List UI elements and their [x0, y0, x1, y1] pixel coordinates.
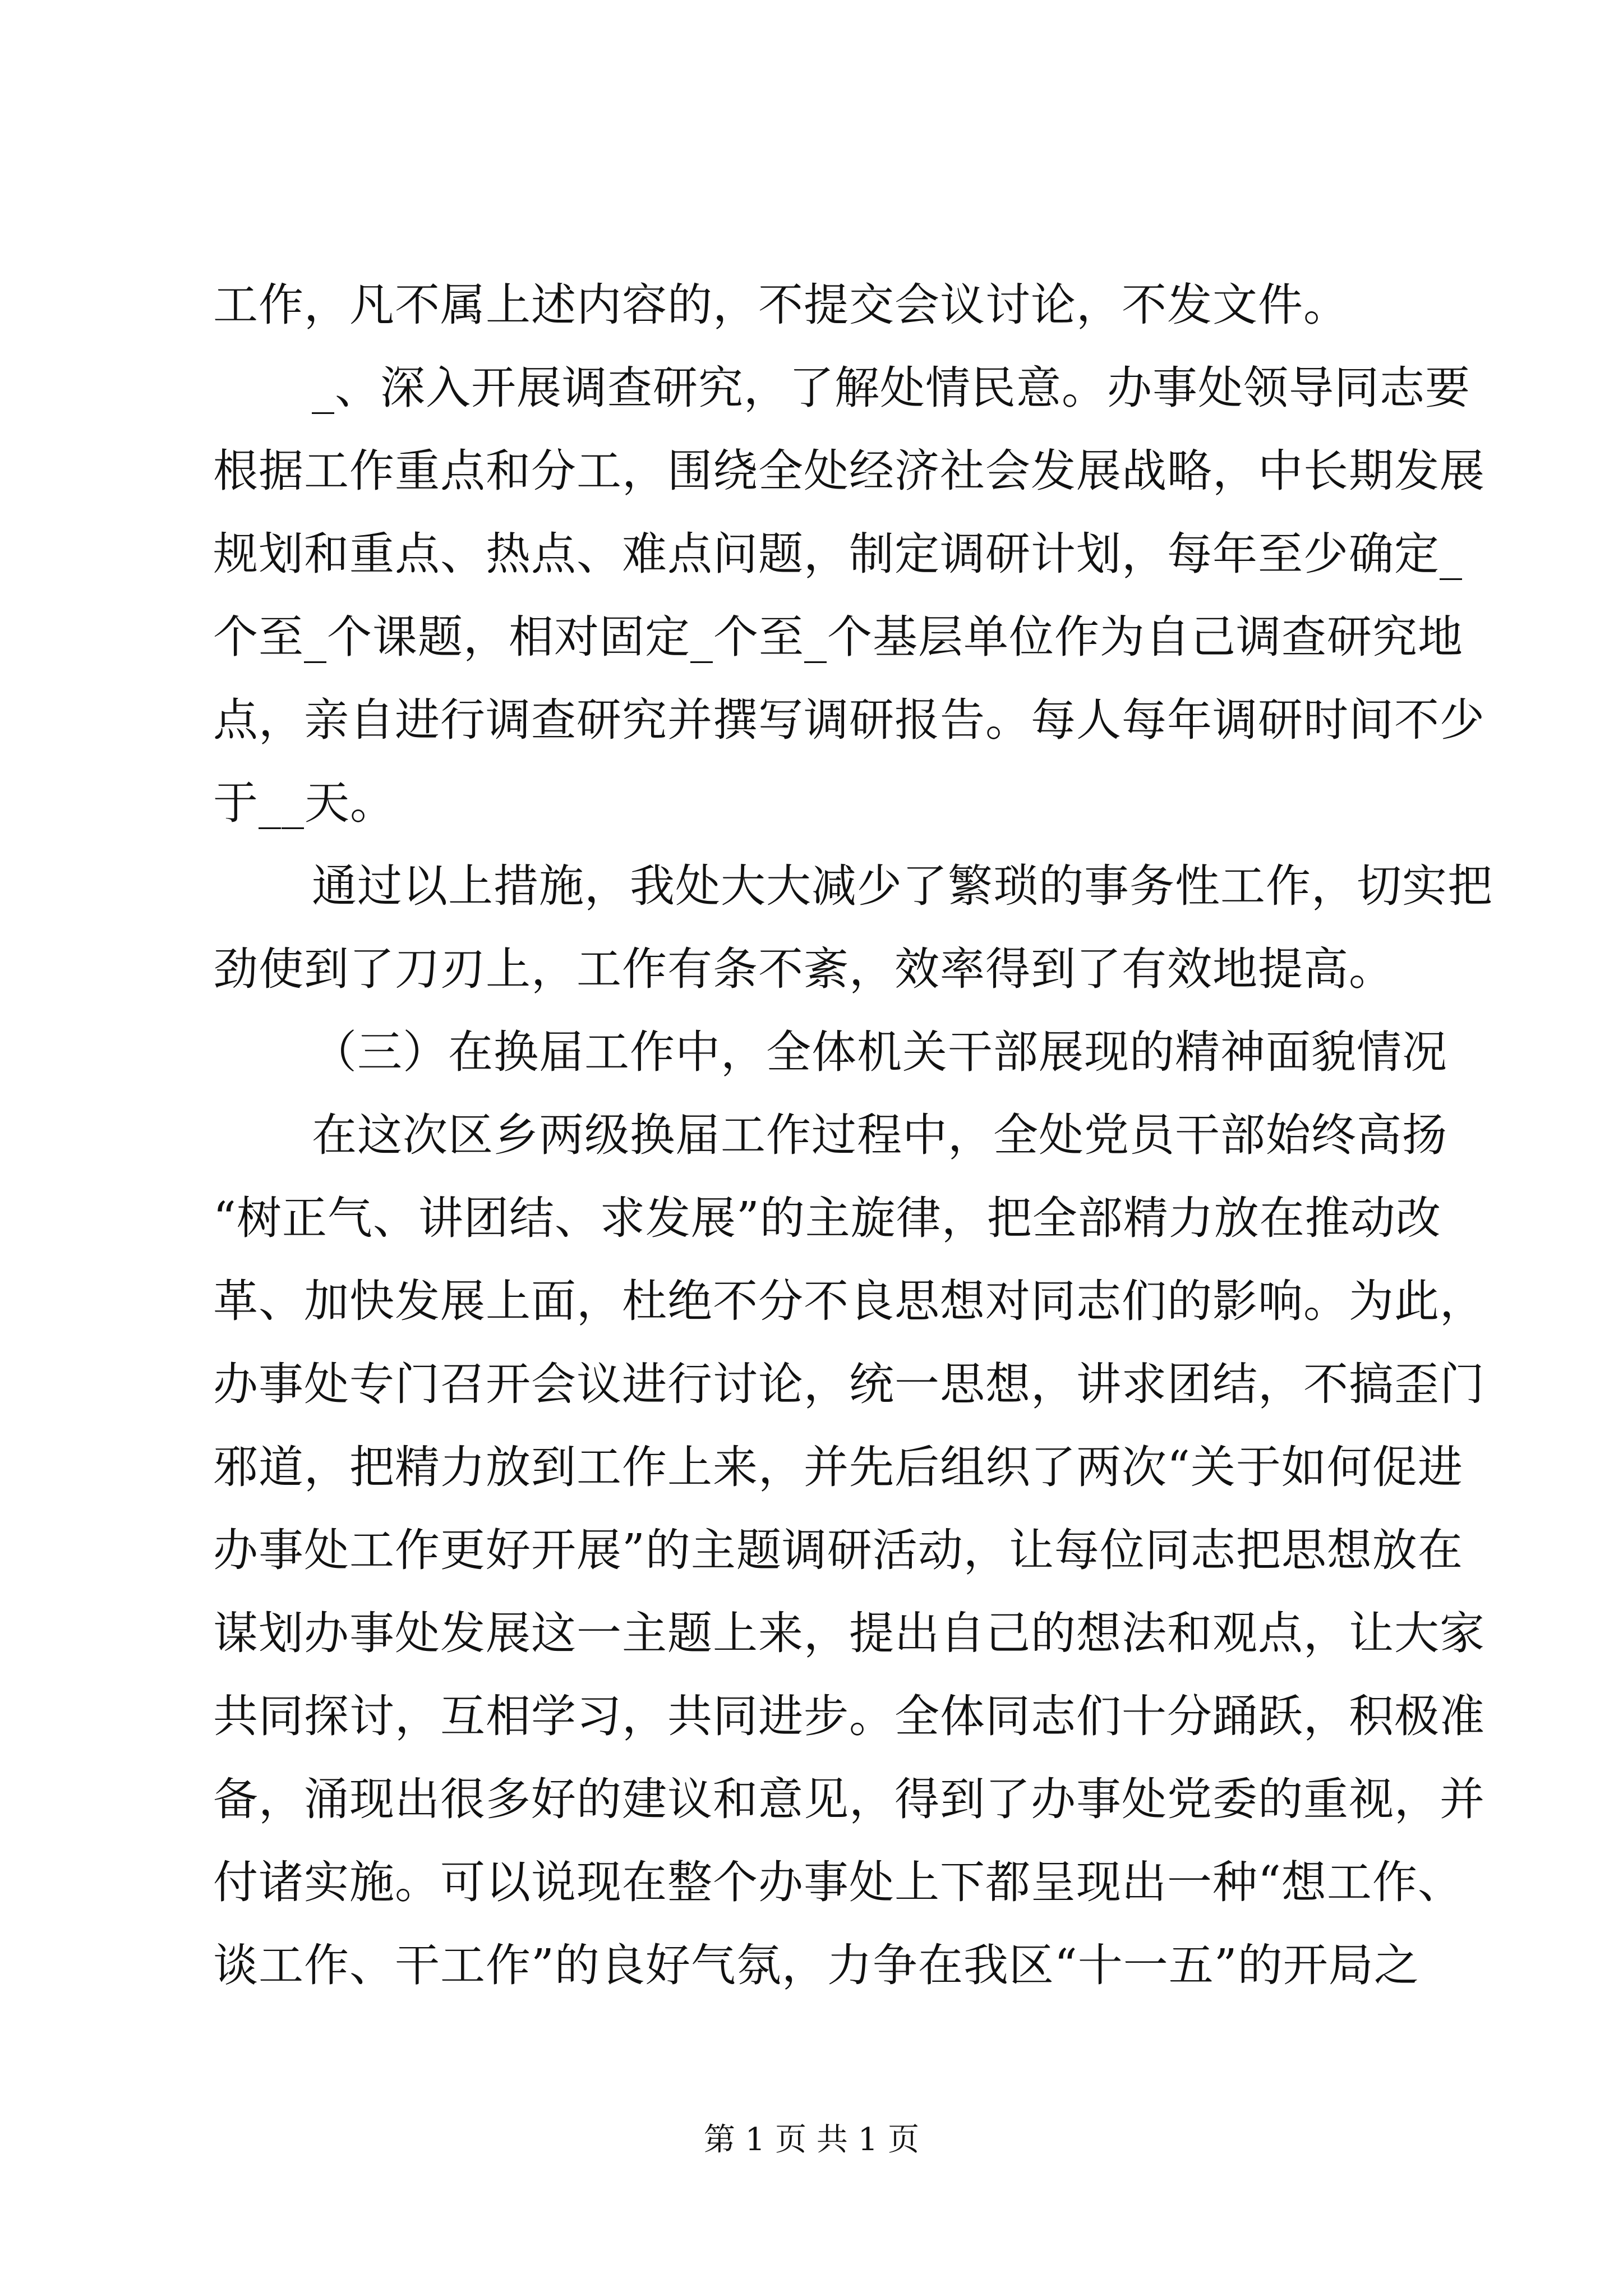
text-line: “树正气、讲团结、求发展”的主旋律，把全部精力放在推动改: [213, 1192, 1441, 1244]
page-footer: 第 1 页 共 1 页: [703, 2122, 920, 2158]
text-line: 在这次区乡两级换届工作过程中，全处党员干部始终高扬: [312, 1109, 1447, 1161]
text-line: 通过以上措施，我处大大减少了繁琐的事务性工作，切实把: [312, 860, 1493, 912]
text-line: 工作，凡不属上述内容的，不提交会议讨论，不发文件。: [213, 279, 1349, 331]
text-line: 革、加快发展上面，杜绝不分不良思想对同志们的影响。为此，: [213, 1275, 1485, 1327]
text-line: 邪道，把精力放到工作上来，并先后组织了两次“关于如何促进: [213, 1441, 1463, 1493]
text-line: 谈工作、干工作”的良好气氛，力争在我区“十一五”的开局之: [213, 1939, 1419, 1991]
text-line: 备，涌现出很多好的建议和意见，得到了办事处党委的重视，并: [213, 1773, 1485, 1825]
text-line: 办事处工作更好开展”的主题调研活动，让每位同志把思想放在: [213, 1524, 1463, 1576]
text-line: 于__天。: [213, 777, 395, 829]
text-line: 办事处专门召开会议进行讨论，统一思想，讲求团结，不搞歪门: [213, 1358, 1485, 1410]
text-line: 个至_个课题，相对固定_个至_个基层单位作为自己调查研究地: [213, 611, 1463, 663]
document-body: [213, 264, 1493, 2007]
text-line: 谋划办事处发展这一主题上来，提出自己的想法和观点，让大家: [213, 1607, 1485, 1659]
text-line: _、深入开展调查研究，了解处情民意。办事处领导同志要: [312, 362, 1470, 414]
text-line: 点，亲自进行调查研究并撰写调研报告。每人每年调研时间不少: [213, 694, 1485, 746]
text-line: 规划和重点、热点、难点问题，制定调研计划，每年至少确定_: [213, 528, 1463, 580]
text-line: 劲使到了刀刃上，工作有条不紊，效率得到了有效地提高。: [213, 943, 1394, 995]
text-line: （三）在换届工作中，全体机关干部展现的精神面貌情况: [312, 1026, 1447, 1078]
text-line: 根据工作重点和分工，围绕全处经济社会发展战略，中长期发展: [213, 445, 1485, 497]
text-line: 共同探讨，互相学习，共同进步。全体同志们十分踊跃，积极准: [213, 1690, 1485, 1742]
text-line: 付诸实施。可以说现在整个办事处上下都呈现出一种“想工作、: [213, 1856, 1463, 1908]
